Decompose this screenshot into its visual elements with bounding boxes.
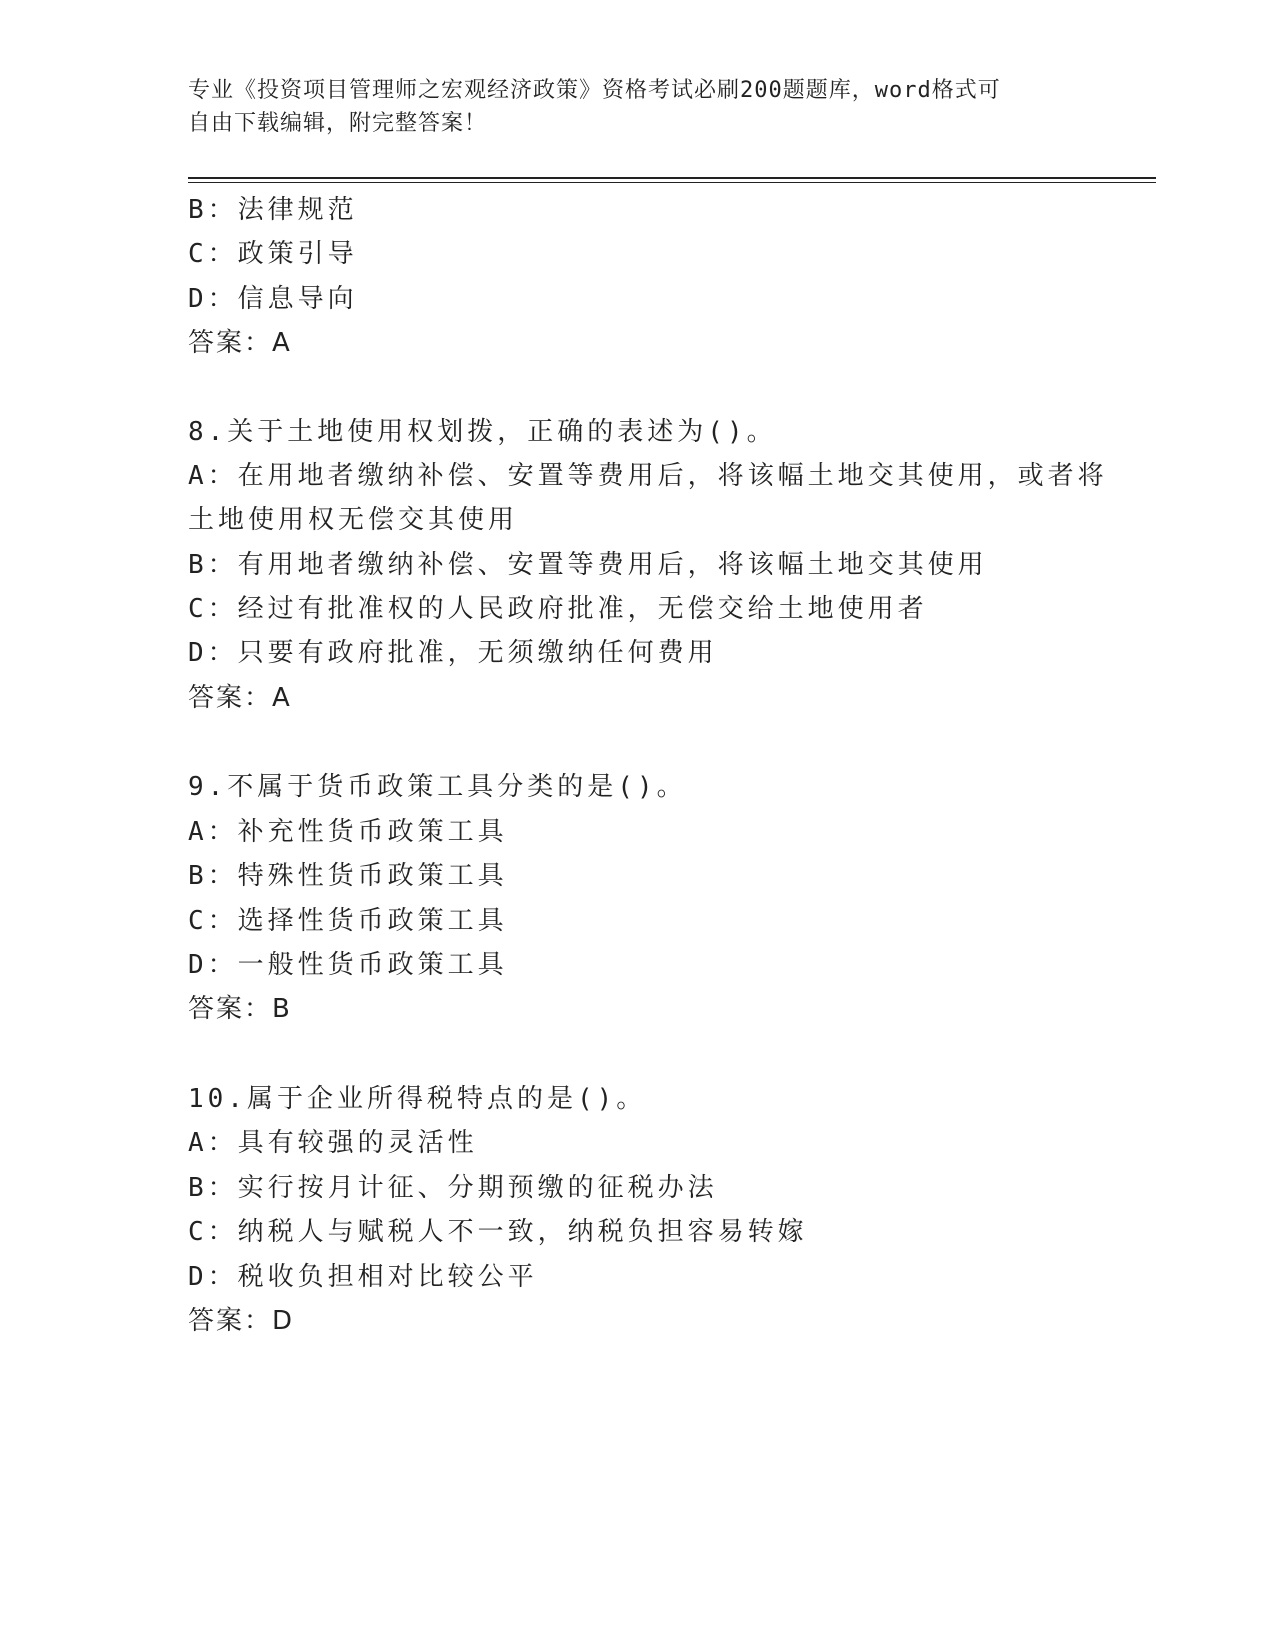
question-10-option-d: D：税收负担相对比较公平: [188, 1262, 538, 1292]
question-10-option-a: A：具有较强的灵活性: [188, 1128, 478, 1158]
question-9-option-c: C：选择性货币政策工具: [188, 906, 508, 936]
prev-answer: 答案：A: [188, 328, 292, 358]
question-10-option-b: B：实行按月计征、分期预缴的征税办法: [188, 1173, 718, 1203]
header-divider-thick: [188, 177, 1156, 179]
question-8-option-b: B：有用地者缴纳补偿、安置等费用后，将该幅土地交其使用: [188, 550, 988, 580]
question-9-stem: 9.不属于货币政策工具分类的是()。: [188, 772, 687, 802]
question-8-stem: 8.关于土地使用权划拨，正确的表述为()。: [188, 417, 777, 447]
question-8-answer: 答案：A: [188, 683, 292, 713]
question-9-option-a: A：补充性货币政策工具: [188, 817, 508, 847]
prev-option-b: B：法律规范: [188, 195, 358, 225]
header-divider-thin: [188, 182, 1156, 183]
question-8-option-a: A：在用地者缴纳补偿、安置等费用后，将该幅土地交其使用，或者将: [188, 461, 1108, 491]
header-line-1: 专业《投资项目管理师之宏观经济政策》资格考试必刷200题题库，word格式可: [188, 78, 1001, 103]
prev-option-d: D：信息导向: [188, 284, 358, 314]
question-8-option-d: D：只要有政府批准，无须缴纳任何费用: [188, 638, 718, 668]
question-9-answer: 答案：B: [188, 994, 292, 1024]
prev-option-c: C：政策引导: [188, 239, 358, 269]
question-10-answer: 答案：D: [188, 1306, 295, 1336]
document-header: [188, 74, 1088, 140]
header-line-2: 自由下载编辑，附完整答案！: [188, 111, 488, 136]
question-8-option-a-continued: 土地使用权无偿交其使用: [188, 505, 519, 535]
question-9-option-b: B：特殊性货币政策工具: [188, 861, 508, 891]
question-9-option-d: D：一般性货币政策工具: [188, 950, 508, 980]
question-10-stem: 10.属于企业所得税特点的是()。: [188, 1084, 647, 1114]
question-8-option-c: C：经过有批准权的人民政府批准，无偿交给土地使用者: [188, 594, 928, 624]
question-10-option-c: C：纳税人与赋税人不一致，纳税负担容易转嫁: [188, 1217, 808, 1247]
